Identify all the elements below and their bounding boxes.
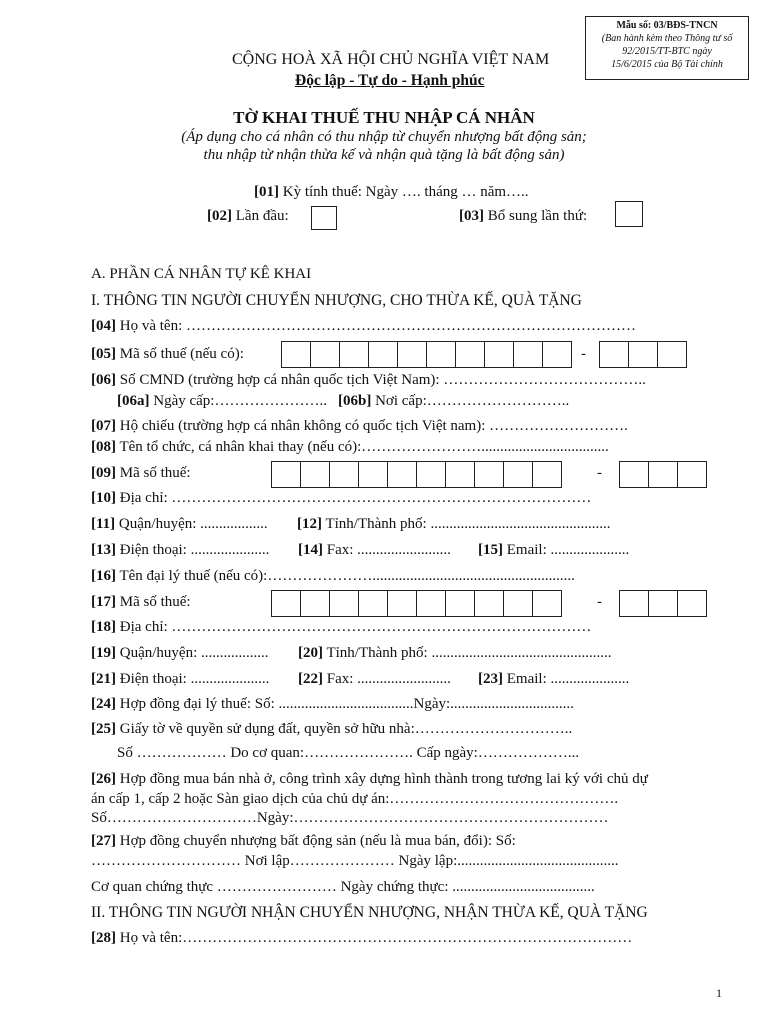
digit-cell[interactable]	[619, 461, 649, 488]
digit-cell[interactable]	[648, 461, 678, 488]
field-label: Họ và tên: ………………………………………………………………………………	[116, 318, 636, 334]
field-label: Giấy tờ về quyền sử dụng đất, quyền sở hữu nhà:…………………………..	[116, 721, 573, 737]
field-number: [27]	[91, 833, 116, 849]
field-11-district[interactable]	[91, 516, 268, 533]
field-number: [01]	[254, 184, 279, 200]
tax-code-suffix-grid-17[interactable]	[619, 590, 707, 617]
field-19-district[interactable]	[91, 645, 268, 662]
field-number: [11]	[91, 516, 116, 532]
field-18-address[interactable]	[91, 619, 591, 636]
field-label: Email: .....................	[503, 671, 630, 687]
digit-cell[interactable]	[271, 461, 301, 488]
digit-cell[interactable]	[329, 590, 359, 617]
digit-cell[interactable]	[532, 461, 562, 488]
field-number: [23]	[478, 671, 503, 687]
field-23-email[interactable]	[478, 671, 629, 688]
field-number: [21]	[91, 671, 116, 687]
digit-cell[interactable]	[426, 341, 456, 368]
field-number: [17]	[91, 594, 116, 610]
field-label: Điện thoại: .....................	[116, 671, 270, 687]
field-number: [06]	[91, 372, 116, 388]
digit-cell[interactable]	[271, 590, 301, 617]
field-label: Fax: .........................	[323, 671, 451, 687]
digit-cell[interactable]	[358, 461, 388, 488]
field-label: Hợp đồng chuyển nhượng bất động sản (nếu là mua bán, đổi): Số:	[116, 833, 516, 849]
field-number: [25]	[91, 721, 116, 737]
field-08-proxy-name[interactable]	[91, 439, 609, 456]
field-number: [14]	[298, 542, 323, 558]
field-26-purchase-contract[interactable]	[91, 771, 648, 788]
digit-cell[interactable]	[387, 590, 417, 617]
country-name: CỘNG HOÀ XÃ HỘI CHỦ NGHĨA VIỆT NAM	[232, 51, 550, 68]
field-label: Mã số thuế:	[116, 594, 191, 610]
field-number: [02]	[207, 208, 232, 224]
field-label: Bổ sung lần thứ:	[484, 208, 588, 224]
field-10-address[interactable]	[91, 490, 591, 507]
field-25-details[interactable]: Số ……………… Do cơ quan:…………………. Cấp ngày:………………...	[117, 745, 580, 761]
digit-cell[interactable]	[387, 461, 417, 488]
field-label: Mã số thuế (nếu có):	[116, 346, 244, 362]
digit-cell[interactable]	[329, 461, 359, 488]
digit-cell[interactable]	[599, 341, 629, 368]
digit-cell[interactable]	[300, 461, 330, 488]
digit-cell[interactable]	[358, 590, 388, 617]
digit-cell[interactable]	[397, 341, 427, 368]
field-05-tax-code	[91, 346, 244, 363]
field-number: [06b]	[338, 393, 372, 409]
field-number: [18]	[91, 619, 116, 635]
field-number: [13]	[91, 542, 116, 558]
section-a-heading: A. PHẦN CÁ NHÂN TỰ KÊ KHAI	[91, 266, 312, 282]
digit-cell[interactable]	[368, 341, 398, 368]
field-06b-issue-place[interactable]	[338, 393, 569, 410]
field-label: Số CMND (trường hợp cá nhân quốc tịch Việt Nam): …………………………………..	[116, 372, 646, 388]
field-number: [24]	[91, 696, 116, 712]
tax-code-dash: -	[581, 346, 586, 362]
field-label: Ngày cấp:…………………..	[149, 393, 327, 409]
field-label: Email: .....................	[503, 542, 630, 558]
digit-cell[interactable]	[628, 341, 658, 368]
field-label: Kỳ tính thuế: Ngày …. tháng … năm…..	[279, 184, 529, 200]
digit-cell[interactable]	[339, 341, 369, 368]
field-number: [06a]	[117, 393, 150, 409]
field-12-province[interactable]	[297, 516, 610, 533]
field-number: [28]	[91, 930, 116, 946]
digit-cell[interactable]	[445, 590, 475, 617]
digit-cell[interactable]	[657, 341, 687, 368]
field-26-line-3[interactable]: Số…………………………Ngày:………………………………………………………	[91, 810, 609, 826]
field-label: Tỉnh/Thành phố: ................................................	[323, 645, 612, 661]
field-number: [09]	[91, 465, 116, 481]
field-label: Fax: .........................	[323, 542, 451, 558]
field-label: Họ và tên:………………………………………………………………………………	[116, 930, 633, 946]
form-issue-line-2: 92/2015/TT-BTC ngày	[622, 46, 712, 57]
field-number: [26]	[91, 771, 116, 787]
tax-code-grid-09[interactable]	[271, 461, 562, 488]
field-07-passport[interactable]	[91, 418, 628, 435]
digit-cell[interactable]	[474, 461, 504, 488]
digit-cell[interactable]	[503, 461, 533, 488]
field-label: Địa chỉ: …………………………………………………………………………	[116, 490, 592, 506]
field-26-line-2[interactable]: án cấp 1, cấp 2 hoặc Sàn giao dịch của chủ dự án:……………………………………….	[91, 791, 619, 807]
field-02-first-time	[207, 208, 289, 225]
field-number: [04]	[91, 318, 116, 334]
field-13-phone[interactable]	[91, 542, 269, 559]
field-24-agent-contract[interactable]	[91, 696, 574, 713]
section-i-heading: I. THÔNG TIN NGƯỜI CHUYỂN NHƯỢNG, CHO THỪA KẾ, QUÀ TẶNG	[91, 292, 582, 309]
digit-cell[interactable]	[445, 461, 475, 488]
digit-cell[interactable]	[513, 341, 543, 368]
tax-code-dash: -	[597, 594, 602, 610]
form-issue-line-1: (Ban hành kèm theo Thông tư số	[601, 33, 733, 44]
digit-cell[interactable]	[648, 590, 678, 617]
field-label: Hộ chiếu (trường hợp cá nhân không có quốc tịch Việt nam): ……………………….	[116, 418, 628, 434]
field-25-land-certificate[interactable]	[91, 721, 572, 738]
supplement-number-box[interactable]	[615, 201, 643, 227]
field-09-tax-code	[91, 465, 191, 482]
digit-cell[interactable]	[503, 590, 533, 617]
field-number: [16]	[91, 568, 116, 584]
tax-code-grid-05[interactable]	[281, 341, 572, 368]
field-06a-issue-date[interactable]	[117, 393, 327, 410]
digit-cell[interactable]	[300, 590, 330, 617]
page-number: 1	[716, 986, 722, 1000]
field-20-province[interactable]	[298, 645, 611, 662]
digit-cell[interactable]	[474, 590, 504, 617]
field-number: [20]	[298, 645, 323, 661]
field-label: Nơi cấp:………………………..	[371, 393, 570, 409]
field-28-full-name[interactable]	[91, 930, 632, 947]
digit-cell[interactable]	[532, 590, 562, 617]
form-issue-line-3: 15/6/2015 của Bộ Tài chính	[611, 59, 723, 70]
form-subtitle-1: (Áp dụng cho cá nhân có thu nhập từ chuyển nhượng bất động sản;	[181, 129, 587, 145]
field-21-phone[interactable]	[91, 671, 269, 688]
field-label: Tên đại lý thuế (nếu có):…………………......................................................	[116, 568, 575, 584]
field-27-transfer-contract[interactable]	[91, 833, 516, 850]
section-ii-heading: II. THÔNG TIN NGƯỜI NHẬN CHUYỂN NHƯỢNG, NHẬN THỪA KẾ, QUÀ TẶNG	[91, 904, 648, 921]
field-number: [05]	[91, 346, 116, 362]
digit-cell[interactable]	[542, 341, 572, 368]
digit-cell[interactable]	[619, 590, 649, 617]
national-motto: Độc lập - Tự do - Hạnh phúc	[295, 72, 485, 89]
field-27-notary[interactable]: Cơ quan chứng thực …………………… Ngày chứng thực: ......................................	[91, 879, 595, 895]
field-number: [15]	[478, 542, 503, 558]
field-01-tax-period[interactable]	[254, 184, 529, 201]
field-number: [10]	[91, 490, 116, 506]
field-27-line-2[interactable]: ………………………… Nơi lập………………… Ngày lập:...........................................	[91, 853, 619, 869]
tax-code-dash: -	[597, 465, 602, 481]
field-label: Điện thoại: .....................	[116, 542, 270, 558]
field-22-fax[interactable]	[298, 671, 451, 688]
form-code-box	[585, 16, 749, 80]
digit-cell[interactable]	[455, 341, 485, 368]
field-label: Lần đầu:	[232, 208, 289, 224]
field-number: [12]	[297, 516, 322, 532]
field-number: [19]	[91, 645, 116, 661]
field-number: [08]	[91, 439, 116, 455]
tax-code-suffix-grid-09[interactable]	[619, 461, 707, 488]
field-label: Địa chỉ: …………………………………………………………………………	[116, 619, 592, 635]
digit-cell[interactable]	[416, 590, 446, 617]
first-time-checkbox[interactable]	[311, 206, 337, 230]
digit-cell[interactable]	[484, 341, 514, 368]
field-16-tax-agent[interactable]	[91, 568, 575, 585]
tax-code-suffix-grid-05[interactable]	[599, 341, 687, 368]
field-15-email[interactable]	[478, 542, 629, 559]
field-06-id-number[interactable]	[91, 372, 646, 389]
field-label: Tên tổ chức, cá nhân khai thay (nếu có):……………………..................................	[116, 439, 609, 455]
field-number: [22]	[298, 671, 323, 687]
field-03-supplement	[459, 208, 587, 225]
field-label: Mã số thuế:	[116, 465, 191, 481]
field-label: Hợp đồng đại lý thuế: Số: ....................................Ngày:.................................	[116, 696, 574, 712]
field-number: [07]	[91, 418, 116, 434]
field-04-full-name[interactable]	[91, 318, 636, 335]
field-17-tax-code	[91, 594, 191, 611]
field-label: Tỉnh/Thành phố: ................................................	[322, 516, 611, 532]
digit-cell[interactable]	[677, 590, 707, 617]
form-code: Mẫu số: 03/BĐS-TNCN	[616, 20, 718, 31]
field-label: Hợp đồng mua bán nhà ở, công trình xây dựng hình thành trong tương lai ký với chủ dự	[116, 771, 648, 787]
field-label: Quận/huyện: ..................	[116, 645, 269, 661]
digit-cell[interactable]	[310, 341, 340, 368]
form-title: TỜ KHAI THUẾ THU NHẬP CÁ NHÂN	[233, 108, 535, 127]
field-label: Quận/huyện: ..................	[115, 516, 268, 532]
field-14-fax[interactable]	[298, 542, 451, 559]
digit-cell[interactable]	[677, 461, 707, 488]
digit-cell[interactable]	[416, 461, 446, 488]
field-number: [03]	[459, 208, 484, 224]
tax-code-grid-17[interactable]	[271, 590, 562, 617]
digit-cell[interactable]	[281, 341, 311, 368]
form-subtitle-2: thu nhập từ nhận thừa kế và nhận quà tặng là bất động sản)	[203, 147, 565, 163]
